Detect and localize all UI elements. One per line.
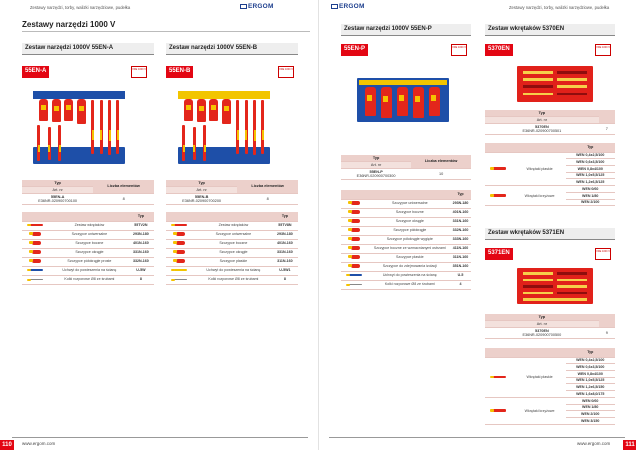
pliers-image bbox=[197, 99, 206, 122]
code-tag-55en-b: 55EN-B bbox=[166, 66, 193, 78]
wall-plug-icon bbox=[30, 279, 43, 281]
hanger-board bbox=[178, 91, 270, 99]
footer-divider bbox=[329, 437, 625, 438]
wall-plug-icon bbox=[349, 284, 362, 286]
count-cell: 8 bbox=[93, 193, 154, 204]
screwdriver-image bbox=[236, 100, 239, 153]
pliers-image bbox=[429, 87, 440, 116]
wall-hanger-icon bbox=[30, 269, 43, 272]
section-55en-b: Zestaw narzędzi 1000V 55EN-B bbox=[166, 43, 298, 55]
title-divider bbox=[22, 31, 310, 32]
code-tag-55en-p: 55EN-P bbox=[341, 44, 368, 56]
info-table-55en-a bbox=[22, 180, 154, 205]
ergom-logo-icon bbox=[331, 4, 338, 9]
spec-table-55en-p: Typ Szczypce uniwersalne 293N-180 Szczypce boczne 401N-160 Szczypce okrągłe 331N-160 Szczypce półokrągłe 332N-160 Szczypce półokrągłe wygięte 333N-160 Szczypce boczne ze wzmacnianymi ostrzami 411N-160 Szczypce płaskie 311N-160 Szczypce do zdejmowania izolacji 351N-160 Uchwyt do powieszenia na ścianę U-5 Kolki rozporowe Ø8 ze śrubami 4 bbox=[341, 190, 471, 290]
pliers-icon bbox=[351, 246, 360, 250]
hanger-board bbox=[33, 91, 125, 99]
vde-badge-icon: VDE 1000 V bbox=[595, 44, 611, 56]
product-photo-55en-b bbox=[172, 88, 276, 166]
product-photo-55en-p bbox=[353, 72, 453, 128]
pliers-icon bbox=[176, 232, 185, 236]
screwdriver-image bbox=[108, 100, 111, 155]
footer-url[interactable]: www.ergom.com bbox=[22, 441, 56, 446]
pliers-icon bbox=[176, 241, 185, 245]
screwdriver-image bbox=[100, 100, 103, 153]
section-55en-p: Zestaw narzędzi 1000V 55EN-P bbox=[341, 24, 471, 36]
ergom-logo: ERGOM bbox=[240, 3, 274, 10]
pliers-icon bbox=[32, 250, 41, 254]
stand-board bbox=[178, 147, 270, 164]
screwdriver-image bbox=[91, 100, 94, 153]
vde-badge-icon: VDE 1000 V bbox=[278, 66, 294, 78]
code-tag-5370en: 5370EN bbox=[485, 44, 513, 56]
case-photo-5370en bbox=[517, 66, 593, 102]
pliers-icon bbox=[351, 201, 360, 205]
pliers-image bbox=[64, 99, 73, 121]
info-table-55en-b: Typ Liczba elementów Art. nr 55EN-B E36NR-020900700200 8 bbox=[166, 180, 298, 205]
info-table-55en-p: Typ Liczba elementów Art. nr 55EN-P E36NR-020900700300 10 bbox=[341, 155, 471, 180]
spec-table-5370en: Typ Wkrętaki płaskie WEN 0,4x2,5/100 WEN 0,6x3,5/100 WEN 0,8x4/100 WEN 1,0x5,5/125 WEN 1,2x6,5/125 Wkrętaki krzyżowe WEN 0/60 WEN 1/80 WEN 2/100 bbox=[485, 143, 615, 206]
page-number: 110 bbox=[0, 440, 14, 450]
vde-badge-icon: VDE 1000 V bbox=[451, 44, 467, 56]
screwdriver-image bbox=[182, 125, 185, 161]
typ-art-cell: 5370EN E36NR-020900700500 bbox=[485, 327, 599, 338]
ergom-logo: ERGOM bbox=[331, 3, 365, 10]
section-path: Zestawy narzędzi, torby, walizki narzędziowe, pudełka bbox=[30, 5, 131, 10]
pliers-icon bbox=[176, 259, 185, 263]
pliers-icon bbox=[176, 250, 185, 254]
footer-divider bbox=[12, 437, 308, 438]
spec-table-55en-a: Typ Zestaw wkrętaków 55TV2N Szczypce uniwersalne 293N-180 Szczypce boczne 401N-160 Szczypce okrągłe 331N-160 Szczypce półokrągłe proste 332N-160 Uchwyt do powieszenia na ścianę U-5W Kolki rozporowe Ø8 ze śrubami 8 bbox=[22, 212, 154, 285]
section-5371en: Zestaw wkrętaków 5371EN bbox=[485, 228, 615, 240]
pliers-icon bbox=[351, 210, 360, 214]
wall-hanger-icon bbox=[174, 269, 187, 272]
screwdriver-image bbox=[48, 127, 51, 160]
wall-hanger-icon bbox=[349, 274, 362, 277]
right-page bbox=[318, 0, 636, 450]
flat-screwdriver-icon bbox=[493, 167, 506, 170]
pliers-image bbox=[365, 87, 376, 116]
screwdriver-icon bbox=[30, 224, 43, 227]
section-path: Zestawy narzędzi, torby, walizki narzędziowe, pudełka bbox=[509, 5, 610, 10]
screwdriver-image bbox=[116, 100, 119, 153]
pliers-image bbox=[209, 99, 218, 121]
flat-screwdriver-icon bbox=[493, 376, 506, 379]
code-tag-5371en: 5371EN bbox=[485, 248, 513, 260]
col-count: Liczba elementów bbox=[93, 180, 154, 193]
cross-screwdriver-icon bbox=[493, 194, 506, 197]
pliers-icon bbox=[32, 232, 41, 236]
product-photo-55en-a bbox=[27, 88, 131, 166]
code-tag-55en-a: 55EN-A bbox=[22, 66, 49, 78]
screwdriver-image bbox=[37, 125, 40, 161]
screwdriver-image bbox=[245, 100, 248, 153]
pliers-icon bbox=[32, 259, 41, 263]
pliers-image bbox=[184, 99, 193, 121]
screwdriver-icon bbox=[174, 224, 187, 227]
section-55en-a: Zestaw narzędzi 1000V 55EN-A bbox=[22, 43, 154, 55]
wall-plug-icon bbox=[174, 279, 187, 281]
screwdriver-image bbox=[261, 100, 264, 153]
pliers-image bbox=[39, 99, 48, 121]
col-typ: Typ bbox=[22, 180, 93, 186]
screwdriver-image bbox=[203, 125, 206, 161]
footer-url[interactable]: www.ergom.com bbox=[577, 441, 611, 446]
pliers-icon bbox=[351, 219, 360, 223]
pliers-image bbox=[413, 87, 424, 118]
typ-art-cell: 55EN-P E36NR-020900700300 bbox=[341, 168, 411, 179]
spec-col-typ: Typ bbox=[128, 212, 154, 221]
pliers-icon bbox=[351, 228, 360, 232]
stand-board bbox=[33, 147, 125, 164]
typ-art-cell: 5370EN E36NR-020900700501 bbox=[485, 123, 599, 134]
case-photo-5371en bbox=[517, 268, 593, 304]
section-5370en: Zestaw wkrętaków 5370EN bbox=[485, 24, 615, 36]
vde-badge-icon: VDE 1000 V bbox=[131, 66, 147, 78]
page-title: Zestawy narzędzi 1000 V bbox=[22, 20, 116, 29]
cross-screwdriver-icon bbox=[493, 409, 506, 412]
pliers-icon bbox=[351, 237, 360, 241]
spec-table-5371en: Typ Wkrętaki płaskie WEN 0,4x2,5/100 WEN 0,6x3,5/100 WEN 0,8x4/100 WEN 1,0x5,5/125 WEN 1,2x6,5/150 WEN 1,6x8,0/175 Wkrętaki krzyżowe WEN 0/60 WEN 1/80 WEN 2/100 WEN 3/150 bbox=[485, 348, 615, 425]
ergom-logo-icon bbox=[240, 4, 247, 9]
pliers-icon bbox=[32, 241, 41, 245]
yellow-rail bbox=[359, 80, 447, 85]
screwdriver-image bbox=[193, 127, 196, 160]
typ-art-cell: 55EN-A E36NR-020900700100 bbox=[22, 193, 93, 204]
col-art: Art. nr bbox=[22, 186, 93, 193]
pliers-image bbox=[222, 99, 231, 124]
info-table-5370en: Typ Art. nr 5370EN E36NR-020900700501 7 bbox=[485, 110, 615, 135]
pliers-image bbox=[77, 99, 86, 124]
pliers-icon bbox=[351, 264, 360, 268]
vde-badge-icon: VDE 1000 V bbox=[595, 248, 611, 260]
typ-art-cell: 55EN-B E36NR-020900700200 bbox=[166, 193, 237, 204]
screwdriver-image bbox=[58, 125, 61, 161]
pliers-icon bbox=[351, 255, 360, 259]
page-number: 111 bbox=[623, 440, 636, 450]
pliers-image bbox=[381, 87, 392, 118]
spec-table-55en-b: Typ Zestaw wkrętaków 55TV8N Szczypce uniwersalne 293N-180 Szczypce boczne 401N-160 Szczypce okrągłe 331N-160 Szczypce płaskie 311N-160 Uchwyt do powieszenia na ścianę U-5W1 Kolki rozporowe Ø8 ze śrubami 8 bbox=[166, 212, 298, 285]
info-table-5371en: Typ Art. nr 5370EN E36NR-020900700500 9 bbox=[485, 314, 615, 339]
pliers-image bbox=[52, 99, 61, 122]
screwdriver-image bbox=[253, 100, 256, 155]
pliers-image bbox=[397, 87, 408, 116]
